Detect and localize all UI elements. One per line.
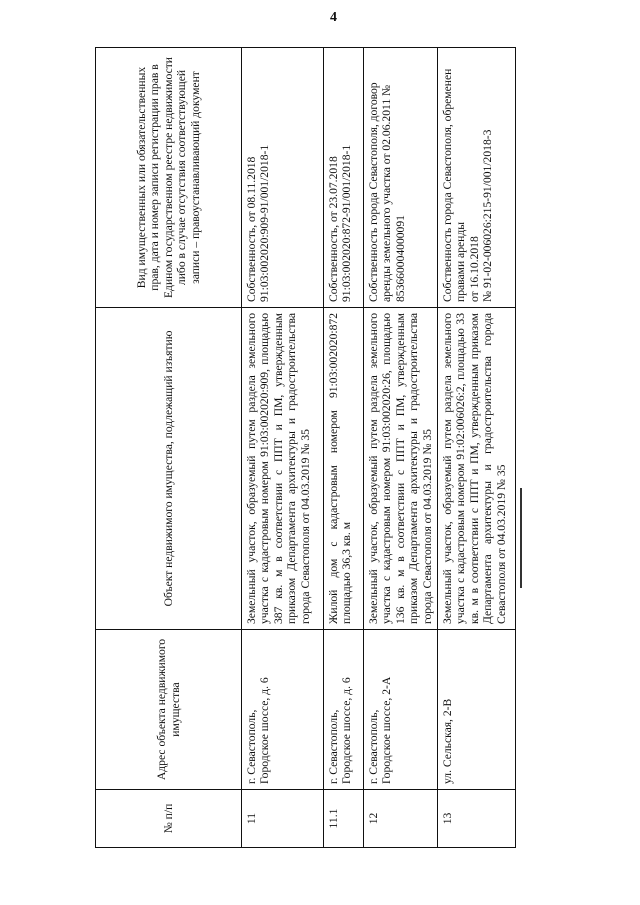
header-num: № п/п (96, 790, 242, 848)
separator-line (520, 488, 522, 588)
rotated-table-container (95, 48, 515, 848)
table-row (242, 48, 324, 848)
row-rights: Собственность города Севастополя, договор аренды земельного участка от 02.06.2011 № 853660004000091 (364, 48, 438, 308)
row-object: Земельный участок, образуемый путем раздела земельного участка с кадастровым номером 91:03:002020:909, площадью 387 кв. м в соответствии с ППТ и ПМ, утвержденным приказом Департамента архитектуры и градостроительства города Севастополя от 04.03.2019 № 35 (242, 308, 324, 630)
row-object: Жилой дом с кадастровым номером 91:03:002020:872 площадью 36,3 кв. м (324, 308, 364, 630)
header-object: Объект недвижимого имущества, подлежащий изъятию (96, 308, 242, 630)
header-address: Адрес объекта недвижимого имущества (96, 630, 242, 790)
row-num: 11.1 (324, 790, 364, 848)
table-row (324, 48, 364, 848)
property-table (95, 47, 516, 848)
row-num: 12 (364, 790, 438, 848)
table-header-row (96, 48, 242, 848)
table-row (364, 48, 438, 848)
row-address: ул. Сельская, 2-В (438, 630, 516, 790)
row-num: 13 (438, 790, 516, 848)
row-address: г. Севастополь, Городское шоссе, д. 6 (242, 630, 324, 790)
row-rights: Собственность города Севастополя, обременен правами аренды от 16.10.2018 № 91-02-006026:215-91/001/2018-3 (438, 48, 516, 308)
row-rights: Собственность, от 08.11.2018 91:03:002020:909-91/001/2018-1 (242, 48, 324, 308)
row-object: Земельный участок, образуемый путем раздела земельного участка с кадастровым номером 91:02:006026:2, площадью 33 кв. м в соответствии с ППТ и ПМ, утвержденным приказом Департамента архитектуры и градостроительства города Севастополя от 04.03.2019 № 35 (438, 308, 516, 630)
row-address: г. Севастополь, Городское шоссе, д. 6 (324, 630, 364, 790)
row-num: 11 (242, 790, 324, 848)
row-object: Земельный участок, образуемый путем раздела земельного участка с кадастровым номером 91:03:002020:26, площадью 136 кв. м в соответствии с ППТ и ПМ, утвержденным приказом Департамента архитектуры и градостроительства города Севастополя от 04.03.2019 № 35 (364, 308, 438, 630)
row-address: г. Севастополь, Городское шоссе, 2-А (364, 630, 438, 790)
header-rights: Вид имущественных или обязательственных прав, дата и номер записи регистрации прав в Едином государственном реестре недвижимости либо в случае отсутствия соответствующей записи – правоустанавливающий документ (96, 48, 242, 308)
table-row (438, 48, 516, 848)
row-rights: Собственность, от 23.07.2018 91:03:002020:872-91/001/2018-1 (324, 48, 364, 308)
page-number: 4 (330, 10, 337, 25)
